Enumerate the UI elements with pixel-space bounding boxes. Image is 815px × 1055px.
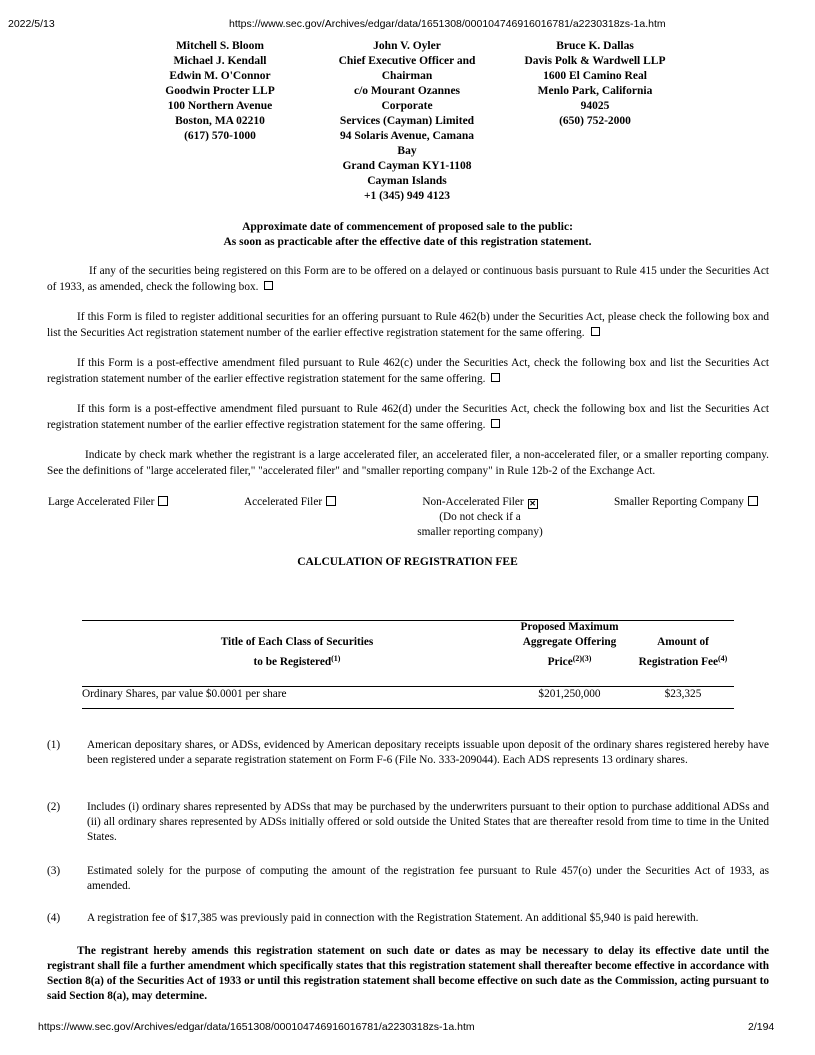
contact-line: Bruce K. Dallas xyxy=(556,40,634,52)
rule-415-checkbox[interactable] xyxy=(264,281,273,290)
rule-462c-paragraph xyxy=(47,356,769,387)
approximate-date-answer: As soon as practicable after the effective date of this registration statement. xyxy=(223,236,592,248)
row-security-title: Ordinary Shares, par value $0.0001 per share xyxy=(82,688,287,700)
non-accelerated-filer-label: Non-Accelerated Filer xyxy=(422,496,524,508)
header-proposed-price xyxy=(502,620,637,670)
rule-462d-checkbox[interactable] xyxy=(491,419,500,428)
non-accelerated-note-line1: (Do not check if a xyxy=(439,511,521,523)
contact-line: (650) 752-2000 xyxy=(559,115,631,127)
contact-column-davis-polk xyxy=(495,39,695,129)
accelerated-filer xyxy=(244,495,336,510)
header-fee-footnote: (4) xyxy=(718,654,728,663)
large-accelerated-filer xyxy=(48,495,168,510)
header-price-line3: Price xyxy=(547,656,573,668)
contact-line: Chairman xyxy=(381,70,433,82)
contact-line: +1 (345) 949 4123 xyxy=(363,190,451,202)
contact-line: Edwin M. O'Connor xyxy=(169,70,271,82)
header-title-footnote: (1) xyxy=(331,654,341,663)
header-fee-line2: Registration Fee xyxy=(638,656,719,668)
footnote-2-text: Includes (i) ordinary shares represented by ADSs that may be purchased by the underwriters pursuant to their option to purchase additional ADSs and (ii) all ordinary shares represented by ADSs initially offered or sold outside the United States that are thereafter resold from time to time in the United States. xyxy=(87,801,769,843)
contact-column-company xyxy=(307,39,507,204)
header-title-line2: to be Registered xyxy=(253,656,332,668)
large-accelerated-filer-label: Large Accelerated Filer xyxy=(48,496,155,508)
contact-line: c/o Mourant Ozannes xyxy=(353,85,461,97)
print-date: 2022/5/13 xyxy=(8,18,55,30)
contact-line: 94 Solaris Avenue, Camana xyxy=(340,130,474,142)
non-accelerated-filer xyxy=(400,495,560,540)
rule-415-text: If any of the securities being registered on this Form are to be offered on a delayed or continuous basis pursuant to Rule 415 under the Securities Act of 1933, as amended, check the following box. xyxy=(47,265,769,293)
header-price-line2: Aggregate Offering xyxy=(522,636,617,648)
contact-line: John V. Oyler xyxy=(373,40,441,52)
approximate-date-block xyxy=(0,220,815,250)
rule-415-paragraph xyxy=(47,264,769,295)
rule-462c-text: If this Form is a post-effective amendment filed pursuant to Rule 462(c) under the Securities Act, check the following box and list the Securities Act registration statement number of the earlier effective registration statement for the same offering. xyxy=(47,357,769,385)
rule-462b-text: If this Form is filed to register additional securities for an offering pursuant to Rule 462(b) under the Securities Act, please check the following box and list the Securities Act registration statement number of the earlier effective registration statement for the same offering. xyxy=(47,311,769,339)
header-title-of-securities xyxy=(162,635,432,670)
contact-line: Goodwin Procter LLP xyxy=(165,85,275,97)
footnote-4-number: (4) xyxy=(47,912,61,924)
rule-462d-paragraph xyxy=(47,402,769,433)
contact-line: Grand Cayman KY1-1108 xyxy=(342,160,472,172)
contact-column-goodwin xyxy=(120,39,320,144)
footnote-1-text: American depositary shares, or ADSs, evidenced by American depositary receipts issuable upon deposit of the ordinary shares registered hereby have been registered under a separate registration statement on Form F-6 (File No. 333-209044). Each ADS represents 13 ordinary shares. xyxy=(87,739,769,766)
header-fee-line1: Amount of xyxy=(657,636,709,648)
contact-line: Corporate xyxy=(381,100,433,112)
non-accelerated-filer-checkbox[interactable]: ✕ xyxy=(529,499,536,508)
contact-line: Mitchell S. Bloom xyxy=(176,40,264,52)
header-price-footnote: (2)(3) xyxy=(572,654,592,663)
filer-status-paragraph: Indicate by check mark whether the registrant is a large accelerated filer, an accelerated filer, a non-accelerated filer, or a smaller reporting company. See the definitions of "large accelerated filer," "accelerated filer" and "smaller reporting company" in Rule 12b-2 of the Exchange Act. xyxy=(47,449,769,477)
rule-462d-text: If this form is a post-effective amendment filed pursuant to Rule 462(d) under the Securities Act, check the following box and list the Securities Act registration statement number of the earlier effective registration statement for the same offering. xyxy=(47,403,769,431)
approximate-date-heading: Approximate date of commencement of proposed sale to the public: xyxy=(242,221,573,233)
contact-line: Davis Polk & Wardwell LLP xyxy=(524,55,666,67)
page-number: 2/194 xyxy=(748,1021,775,1033)
large-accelerated-filer-checkbox[interactable] xyxy=(158,496,168,506)
header-price-line1: Proposed Maximum xyxy=(520,621,619,633)
contact-line: Cayman Islands xyxy=(367,175,447,187)
contact-line: Services (Cayman) Limited xyxy=(339,115,475,127)
footnote-1-number: (1) xyxy=(47,739,61,751)
fee-table-title: CALCULATION OF REGISTRATION FEE xyxy=(297,556,518,568)
header-title-line1: Title of Each Class of Securities xyxy=(220,636,374,648)
contact-line: 1600 El Camino Real xyxy=(543,70,647,82)
rule-462b-paragraph xyxy=(47,310,769,341)
footnote-3-number: (3) xyxy=(47,865,61,877)
smaller-reporting-company-checkbox[interactable] xyxy=(748,496,758,506)
contact-line: Michael J. Kendall xyxy=(173,55,267,67)
smaller-reporting-company-label: Smaller Reporting Company xyxy=(614,496,744,508)
contact-line: 94025 xyxy=(580,100,610,112)
contact-line: 100 Northern Avenue xyxy=(167,100,273,112)
table-bottom-rule xyxy=(82,708,734,709)
delaying-amendment: The registrant hereby amends this registration statement on such date or dates as may be necessary to delay its effective date until the registrant shall file a further amendment which specifically states that this registration statement shall thereafter become effective in accordance with Section 8(a) of the Securities Act of 1933 or until this registration statement shall become effective on such date as the Commission, acting pursuant to said Section 8(a), may determine. xyxy=(47,945,769,1002)
footer-url: https://www.sec.gov/Archives/edgar/data/1651308/000104746916016781/a2230318zs-1a.htm xyxy=(38,1021,475,1033)
accelerated-filer-checkbox[interactable] xyxy=(326,496,336,506)
rule-462b-checkbox[interactable] xyxy=(591,327,600,336)
footnote-4-text: A registration fee of $17,385 was previously paid in connection with the Registration Statement. An additional $5,940 is paid herewith. xyxy=(87,912,699,924)
contact-line: Menlo Park, California xyxy=(537,85,653,97)
contact-line: Boston, MA 02210 xyxy=(175,115,265,127)
footnote-3-text: Estimated solely for the purpose of computing the amount of the registration fee pursuant to Rule 457(o) under the Securities Act of 1933, as amended. xyxy=(87,865,769,892)
non-accelerated-note-line2: smaller reporting company) xyxy=(417,526,543,538)
header-registration-fee xyxy=(627,635,739,670)
print-url: https://www.sec.gov/Archives/edgar/data/1651308/000104746916016781/a2230318zs-1a.htm xyxy=(229,18,666,30)
smaller-reporting-company xyxy=(614,495,758,510)
accelerated-filer-label: Accelerated Filer xyxy=(244,496,323,508)
rule-462c-checkbox[interactable] xyxy=(491,373,500,382)
row-registration-fee: $23,325 xyxy=(664,688,702,700)
contact-line: Chief Executive Officer and xyxy=(338,55,476,67)
row-proposed-price: $201,250,000 xyxy=(538,688,601,700)
footnote-2-number: (2) xyxy=(47,801,61,813)
contact-line: Bay xyxy=(397,145,417,157)
contact-line: (617) 570-1000 xyxy=(184,130,256,142)
